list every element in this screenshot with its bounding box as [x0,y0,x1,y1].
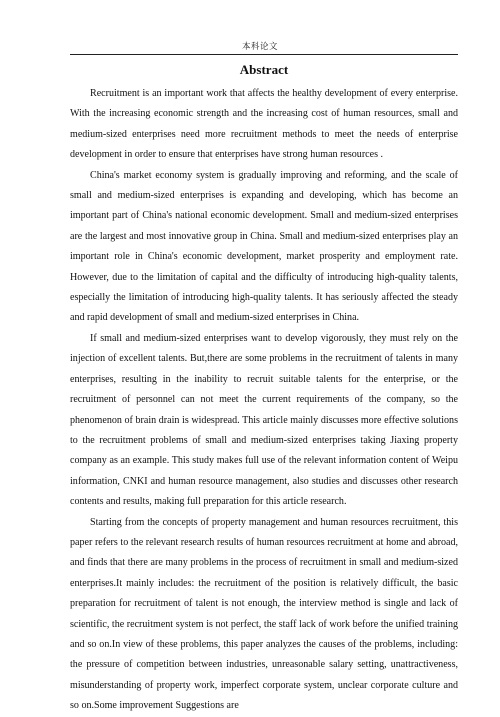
running-header: 本科论文 [241,42,278,52]
abstract-paragraph-2: China's market economy system is gradually improving and reforming, and the scale of small and medium-sized enterprises is expanding and developing, which has become an important part of China's national economic development. Small and medium-sized enterprises are the largest and most innovative group in China. Small and medium-sized enterprises play an important role in China's economic development, market prosperity and employment rate. However, due to the limitation of capital and the difficulty of introducing high-quality talents, especially the limitation of introducing high-quality talents. It has seriously affected the steady and rapid development of small and medium-sized enterprises in China. [70,169,458,324]
abstract-body [70,84,458,717]
abstract-paragraph-1: Recruitment is an important work that affects the healthy development of every enterprise. With the increasing economic strength and the increasing cost of human resources, small and medium-sized enterprises need more recruitment methods to meet the needs of enterprise development in order to ensure that enterprises have strong human resources . [70,88,458,161]
abstract-title: Abstract [239,62,289,77]
abstract-paragraph-4: Starting from the concepts of property management and human resources recruitment, this paper refers to the relevant research results of human resources recruitment at home and abroad, and finds that there are many problems in the process of recruitment in small and medium-sized enterprises.It mainly includes: the recruitment of the position is relatively difficult, the basic preparation for recruitment of talent is not enough, the interview method is single and lack of scientific, the recruitment system is not perfect, the staff lack of work before the unified training and so on.In view of these problems, this paper analyzes the causes of the problems, including: the pressure of competition between industries, unreasonable salary setting, unattractiveness, misunderstanding of property work, imperfect corporate system, unclear corporate culture and so on.Some improvement Suggestions are [70,516,458,712]
header-rule [70,54,458,55]
abstract-paragraph-3: If small and medium-sized enterprises want to develop vigorously, they must rely on the injection of excellent talents. But,there are some problems in the recruitment of talents in many enterprises, resulting in the inability to recruit suitable talents for the enterprise, or the recruitment of personnel can not meet the current requirements of the company, so the phenomenon of brain drain is widespread. This article mainly discusses more effective solutions to the recruitment problems of small and medium-sized enterprises taking Jiaxing property company as an example. This study makes full use of the relevant information content of Weipu information, CNKI and human resource management, also studies and discusses other research contents and results, making full preparation for this article research. [70,332,458,508]
